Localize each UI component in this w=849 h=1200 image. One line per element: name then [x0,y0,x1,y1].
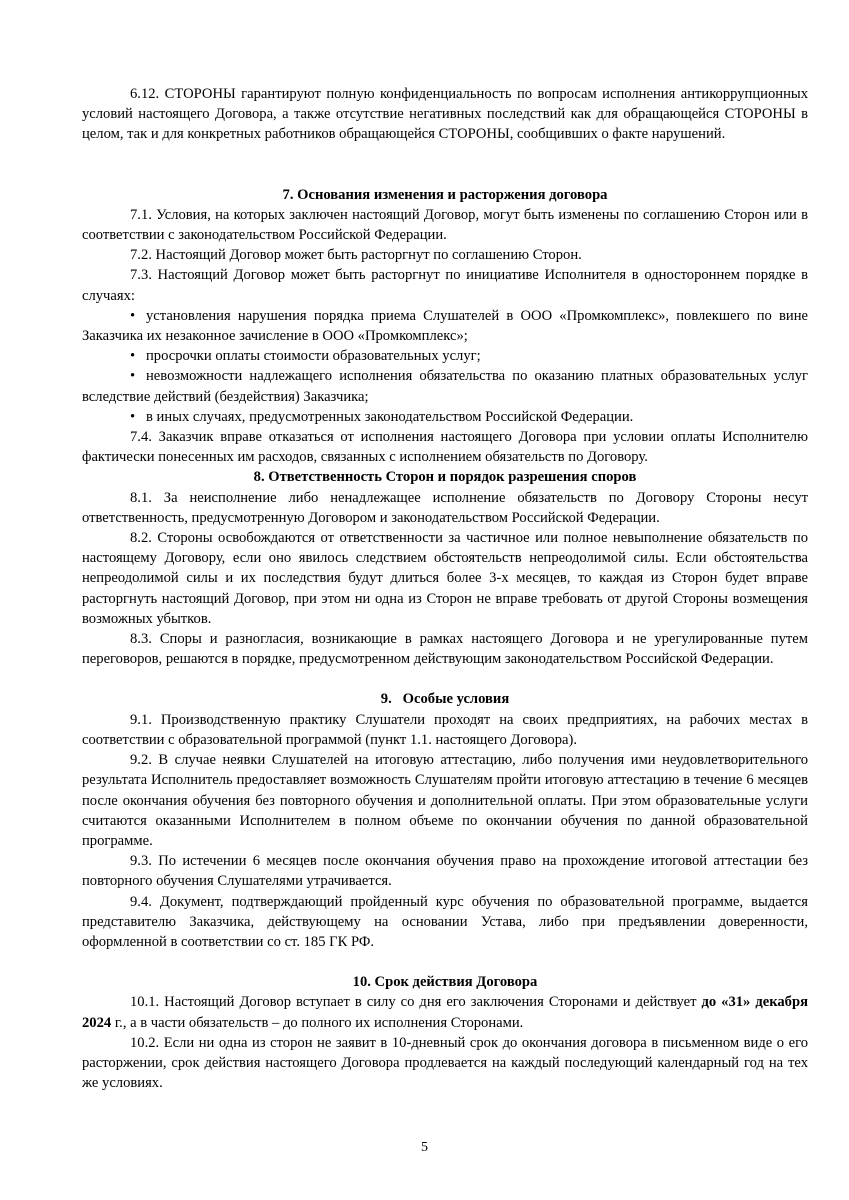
section-9-title: 9. Особые условия [380,691,510,708]
section-8-title: 8. Ответственность Сторон и порядок разрешения споров [253,469,637,486]
bullet-item: • невозможности надлежащего исполнения обязательства по оказанию платных образовательных услуг вследствие действий (бездействия) Заказчика; [82,368,808,405]
paragraph-10-2: 10.2. Если ни одна из сторон не заявит в 10-дневный срок до окончания договора в письменном виде о его расторжении, срок действия настоящего Договора продлевается на каждый последующий календарный год на тех же условиях. [82,1034,808,1092]
section-10-title: 10. Срок действия Договора [352,974,538,991]
paragraph-9-3: 9.3. По истечении 6 месяцев после окончания обучения право на прохождение итоговой аттестации без повторного обучения Слушателями утрачивается. [82,853,808,890]
paragraph-8-3: 8.3. Споры и разногласия, возникающие в рамках настоящего Договора и не урегулированные путем переговоров, решаются в порядке, предусмотренном действующим законодательством Российской Федерации. [82,631,808,668]
spacer [82,952,808,972]
spacer [82,145,808,185]
bullet-item: • в иных случаях, предусмотренных законодательством Российской Федерации. [82,407,808,427]
paragraph-10-1: 10.1. Настоящий Договор вступает в силу со дня его заключения Сторонами и действует до «31» декабря 2024 г., а в части обязательств – до полного их исполнения Сторонами. [82,994,808,1031]
document-page [82,84,808,1093]
bullet-item: • установления нарушения порядка приема Слушателей в ООО «Промкомплекс», повлекшего по вине Заказчика их незаконное зачисление в ООО «Промкомплекс»; [82,307,808,345]
spacer [82,669,808,689]
bullet-icon: • [130,348,136,365]
page-number: 5 [421,1140,428,1155]
bullet-icon: • [130,307,136,324]
paragraph-7-2: 7.2. Настоящий Договор может быть расторгнут по соглашению Сторон. [130,247,582,264]
bullet-icon: • [130,368,136,385]
bullet-icon: • [130,408,136,425]
paragraph-7-1: 7.1. Условия, на которых заключен настоящий Договор, могут быть изменены по соглашению Сторон или в соответствии с законодательством Российской Федерации. [82,206,808,244]
paragraph-9-2: 9.2. В случае неявки Слушателей на итоговую аттестацию, либо получения ими неудовлетворительного результата Исполнитель предоставляет возможность Слушателям пройти итоговую аттестацию в течение 6 месяцев после окончания обучения без повторного обучения и дополнительной оплаты. При этом образовательные услуги считаются оказанными Исполнителем в полном объеме по окончании обучения по данной образовательной программе. [82,752,808,849]
bullet-item: • просрочки оплаты стоимости образовательных услуг; [82,346,808,366]
paragraph-6-12: 6.12. СТОРОНЫ гарантируют полную конфиденциальность по вопросам исполнения антикоррупционных условий настоящего Договора, а также отсутствие негативных последствий как для обращающейся СТОРОНЫ в целом, так и для конкретных работников обращающейся СТОРОНЫ, сообщивших о факте нарушений. [82,86,808,143]
paragraph-8-2: 8.2. Стороны освобождаются от ответственности за частичное или полное невыполнение обязательств по настоящему Договору, если оно явилось следствием обстоятельств непреодолимой силы. Если обстоятельства непреодолимой силы и их последствия будут длиться более 3-х месяцев, то каждая из Сторон будет вправе расторгнуть настоящий Договор, при этом ни одна из Сторон не вправе требовать от другой Стороны возмещения возможных убытков. [82,530,808,627]
paragraph-9-4: 9.4. Документ, подтверждающий пройденный курс обучения по образовательной программе, выдается представителю Заказчика, действующему на основании Устава, либо при предъявлении доверенности, оформленной в соответствии со ст. 185 ГК РФ. [82,893,808,950]
term-end-date: до «31» декабря 2024 [82,994,808,1031]
paragraph-8-1: 8.1. За неисполнение либо ненадлежащее исполнение обязательств по Договору Стороны несут ответственность, предусмотренную Договором и законодательством Российской Федерации. [82,489,808,526]
paragraph-9-1: 9.1. Производственную практику Слушатели проходят на своих предприятиях, на рабочих местах в соответствии с образовательной программой (пункт 1.1. настоящего Договора). [82,711,808,748]
paragraph-7-3: 7.3. Настоящий Договор может быть расторгнут по инициативе Исполнителя в одностороннем порядке в случаях: [82,267,808,304]
paragraph-7-4: 7.4. Заказчик вправе отказаться от исполнения настоящего Договора при условии оплаты Исполнителю фактически понесенных им расходов, связанных с исполнением обязательств по Договору. [82,429,808,466]
section-7-title: 7. Основания изменения и расторжения договора [282,186,608,203]
